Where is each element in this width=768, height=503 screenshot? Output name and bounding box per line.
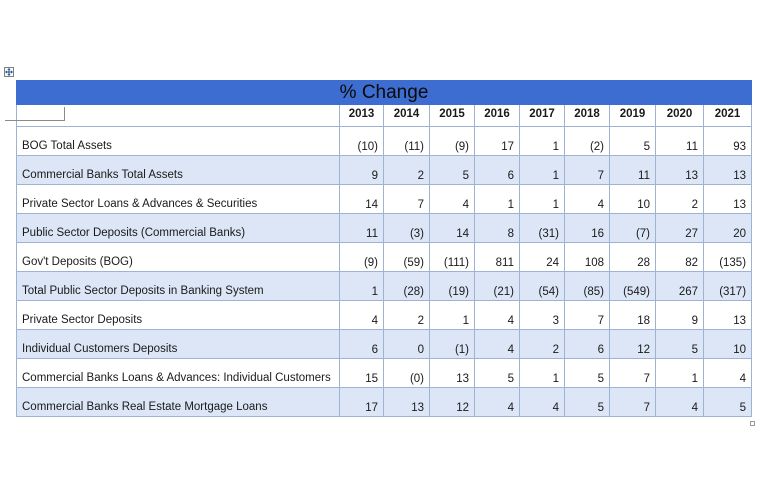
table-title[interactable]: % Change <box>17 81 752 105</box>
year-header-row <box>17 105 752 127</box>
value-cell[interactable]: 13 <box>384 388 430 417</box>
value-cell[interactable]: (9) <box>340 243 384 272</box>
year-header-cell[interactable]: 2020 <box>656 105 704 127</box>
row-label: Private Sector Deposits <box>22 314 143 326</box>
value-cell[interactable]: 9 <box>656 301 704 330</box>
value-cell[interactable]: 1 <box>520 156 565 185</box>
value-cell[interactable]: 2 <box>384 301 430 330</box>
value-cell[interactable]: (9) <box>430 127 475 156</box>
row-label: BOG Total Assets <box>22 140 112 152</box>
value-cell[interactable]: (549) <box>610 272 656 301</box>
value-cell[interactable]: 2 <box>384 156 430 185</box>
table-row <box>17 156 752 185</box>
table-move-handle[interactable] <box>4 67 14 77</box>
value-cell[interactable]: (10) <box>340 127 384 156</box>
table-resize-handle[interactable] <box>750 421 755 426</box>
move-arrows-icon <box>5 68 13 76</box>
value-cell[interactable]: 18 <box>610 301 656 330</box>
value-cell[interactable]: (28) <box>384 272 430 301</box>
value-cell[interactable]: 13 <box>656 156 704 185</box>
value-cell[interactable]: 27 <box>656 214 704 243</box>
table-row <box>17 388 752 417</box>
value-cell[interactable]: 1 <box>430 301 475 330</box>
value-cell[interactable]: 13 <box>704 156 752 185</box>
value-cell[interactable]: (2) <box>565 127 610 156</box>
value-cell[interactable]: 6 <box>340 330 384 359</box>
value-cell[interactable]: 0 <box>384 330 430 359</box>
value-cell[interactable]: 5 <box>475 359 520 388</box>
value-cell[interactable]: 17 <box>340 388 384 417</box>
table-row <box>17 185 752 214</box>
row-label: Gov't Deposits (BOG) <box>22 256 133 268</box>
table-row <box>17 243 752 272</box>
value-cell[interactable]: 3 <box>520 301 565 330</box>
value-cell[interactable]: 7 <box>384 185 430 214</box>
header-blank-cell[interactable] <box>17 105 340 127</box>
value-cell[interactable]: 20 <box>704 214 752 243</box>
row-label-cell[interactable] <box>17 127 340 156</box>
value-cell[interactable]: 267 <box>656 272 704 301</box>
row-label: Total Public Sector Deposits in Banking System <box>22 285 264 297</box>
row-label: Individual Customers Deposits <box>22 343 178 355</box>
row-label: Public Sector Deposits (Commercial Banks) <box>22 227 246 239</box>
value-cell[interactable]: 1 <box>475 185 520 214</box>
row-label: Commercial Banks Loans & Advances: Individual Customers <box>22 372 331 384</box>
value-cell[interactable]: 1 <box>520 127 565 156</box>
value-cell[interactable]: 1 <box>656 359 704 388</box>
row-label-cell[interactable] <box>17 388 340 417</box>
value-cell[interactable]: 13 <box>704 301 752 330</box>
value-cell[interactable]: 8 <box>475 214 520 243</box>
year-header-cell[interactable]: 2016 <box>475 105 520 127</box>
value-cell[interactable]: 12 <box>610 330 656 359</box>
value-cell[interactable]: 2 <box>656 185 704 214</box>
value-cell[interactable]: 4 <box>475 388 520 417</box>
row-label-cell[interactable] <box>17 185 340 214</box>
value-cell[interactable]: 14 <box>430 214 475 243</box>
value-cell[interactable]: 10 <box>610 185 656 214</box>
value-cell[interactable]: 4 <box>656 388 704 417</box>
value-cell[interactable]: (31) <box>520 214 565 243</box>
value-cell[interactable]: 4 <box>340 301 384 330</box>
value-cell[interactable]: (0) <box>384 359 430 388</box>
value-cell[interactable]: 82 <box>656 243 704 272</box>
year-header-cell[interactable]: 2021 <box>704 105 752 127</box>
indent-marker <box>5 107 65 121</box>
value-cell[interactable]: 4 <box>475 301 520 330</box>
row-label-cell[interactable] <box>17 214 340 243</box>
table-title-row <box>17 81 752 105</box>
value-cell[interactable]: 5 <box>430 156 475 185</box>
value-cell[interactable]: (11) <box>384 127 430 156</box>
value-cell[interactable]: 17 <box>475 127 520 156</box>
value-cell[interactable]: (135) <box>704 243 752 272</box>
table-row <box>17 330 752 359</box>
value-cell[interactable]: 12 <box>430 388 475 417</box>
value-cell[interactable]: 811 <box>475 243 520 272</box>
percent-change-table <box>16 80 752 417</box>
value-cell[interactable]: (85) <box>565 272 610 301</box>
value-cell[interactable]: 16 <box>565 214 610 243</box>
value-cell[interactable]: 7 <box>610 388 656 417</box>
value-cell[interactable]: 5 <box>610 127 656 156</box>
row-label: Commercial Banks Real Estate Mortgage Loans <box>22 401 268 413</box>
value-cell[interactable]: 6 <box>565 330 610 359</box>
value-cell[interactable]: 11 <box>340 214 384 243</box>
year-header-cell[interactable]: 2015 <box>430 105 475 127</box>
value-cell[interactable]: 15 <box>340 359 384 388</box>
table-row <box>17 359 752 388</box>
value-cell[interactable]: 24 <box>520 243 565 272</box>
value-cell[interactable]: 4 <box>565 185 610 214</box>
value-cell[interactable]: (19) <box>430 272 475 301</box>
value-cell[interactable]: 13 <box>704 185 752 214</box>
row-label-cell[interactable] <box>17 359 340 388</box>
value-cell[interactable]: 11 <box>656 127 704 156</box>
percent-change-table-container <box>16 80 751 420</box>
value-cell[interactable]: 13 <box>430 359 475 388</box>
value-cell[interactable]: 14 <box>340 185 384 214</box>
value-cell[interactable]: 1 <box>340 272 384 301</box>
value-cell[interactable]: (317) <box>704 272 752 301</box>
value-cell[interactable]: 2 <box>520 330 565 359</box>
row-label-cell[interactable] <box>17 330 340 359</box>
value-cell[interactable]: 6 <box>475 156 520 185</box>
value-cell[interactable]: (7) <box>610 214 656 243</box>
value-cell[interactable]: 1 <box>520 185 565 214</box>
row-label-cell[interactable] <box>17 156 340 185</box>
value-cell[interactable]: (59) <box>384 243 430 272</box>
value-cell[interactable]: 10 <box>704 330 752 359</box>
row-label-cell[interactable] <box>17 272 340 301</box>
value-cell[interactable]: 108 <box>565 243 610 272</box>
value-cell[interactable]: 7 <box>565 301 610 330</box>
value-cell[interactable]: (21) <box>475 272 520 301</box>
year-header-cell[interactable]: 2017 <box>520 105 565 127</box>
table-row <box>17 272 752 301</box>
value-cell[interactable]: (3) <box>384 214 430 243</box>
value-cell[interactable]: 11 <box>610 156 656 185</box>
year-header-cell[interactable]: 2013 <box>340 105 384 127</box>
year-header-cell[interactable]: 2018 <box>565 105 610 127</box>
value-cell[interactable]: 5 <box>565 359 610 388</box>
row-label: Commercial Banks Total Assets <box>22 169 183 181</box>
value-cell[interactable]: 5 <box>565 388 610 417</box>
value-cell[interactable]: (111) <box>430 243 475 272</box>
value-cell[interactable]: 5 <box>656 330 704 359</box>
table-row <box>17 301 752 330</box>
value-cell[interactable]: 4 <box>520 388 565 417</box>
value-cell[interactable]: 7 <box>565 156 610 185</box>
year-header-cell[interactable]: 2019 <box>610 105 656 127</box>
value-cell[interactable]: 9 <box>340 156 384 185</box>
value-cell[interactable]: (1) <box>430 330 475 359</box>
row-label-cell[interactable] <box>17 243 340 272</box>
value-cell[interactable]: (54) <box>520 272 565 301</box>
row-label-cell[interactable] <box>17 301 340 330</box>
year-header-cell[interactable]: 2014 <box>384 105 430 127</box>
value-cell[interactable]: 4 <box>704 359 752 388</box>
value-cell[interactable]: 5 <box>704 388 752 417</box>
value-cell[interactable]: 1 <box>520 359 565 388</box>
table-row <box>17 214 752 243</box>
value-cell[interactable]: 4 <box>430 185 475 214</box>
table-row <box>17 127 752 156</box>
row-label: Private Sector Loans & Advances & Securities <box>22 198 258 210</box>
value-cell[interactable]: 93 <box>704 127 752 156</box>
value-cell[interactable]: 7 <box>610 359 656 388</box>
value-cell[interactable]: 28 <box>610 243 656 272</box>
value-cell[interactable]: 4 <box>475 330 520 359</box>
